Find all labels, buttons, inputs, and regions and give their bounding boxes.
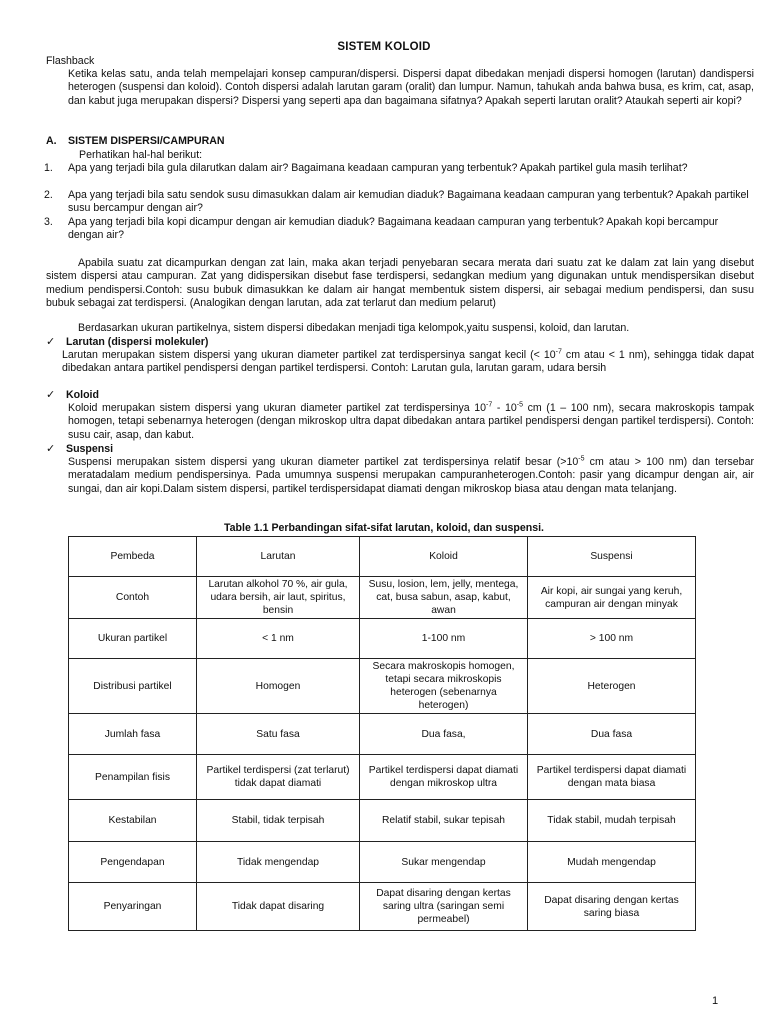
- table-cell: Dapat disaring dengan kertas saring biasa: [528, 883, 696, 931]
- table-row: [69, 800, 696, 842]
- header-cell: Koloid: [360, 537, 528, 577]
- type-label: Suspensi: [66, 443, 114, 455]
- table-cell: Tidak stabil, mudah terpisah: [528, 800, 696, 842]
- table-cell: Satu fasa: [197, 714, 360, 755]
- table-cell: Sukar mengendap: [360, 842, 528, 883]
- check-icon: ✓: [46, 443, 56, 455]
- table-cell: Homogen: [197, 659, 360, 714]
- question-number: 2.: [44, 189, 53, 201]
- dispersion-paragraph: Apabila suatu zat dicampurkan dengan zat lain, maka akan terjadi penyebaran secara merata dari suatu zat ke dalam zat lain yang disebut sistem dispersi atau campuran. Zat yang didispersikan disebut fase terdispersi, sedangkan medium yang digunakan untuk mendispersikan disebut medium pendispersi.Contoh: susu bubuk dimasukkan ke dalam air hangat membentuk sistem dispersi, air sebagai medium pendispersi, dan susu bubuk sebagai zat terdispersi. (Analogikan dengan larutan, ada zat terlarut dan medium pelarut): [46, 257, 754, 310]
- question-text: Apa yang terjadi bila satu sendok susu dimasukkan dalam air kemudian diaduk? Bagaimana keadaan campuran yang terbentuk? Apakah partikel susu bercampur dengan air?: [68, 189, 749, 215]
- question-item: [44, 189, 754, 216]
- table-row: [69, 659, 696, 714]
- table-cell: > 100 nm: [528, 619, 696, 659]
- question-item: [44, 162, 754, 175]
- table-cell: < 1 nm: [197, 619, 360, 659]
- table-cell: Susu, losion, lem, jelly, mentega, cat, busa sabun, asap, kabut, awan: [360, 577, 528, 619]
- question-text: Apa yang terjadi bila gula dilarutkan dalam air? Bagaimana keadaan campuran yang terbentuk? Apakah partikel gula masih terlihat?: [68, 162, 688, 174]
- table-cell: Pengendapan: [69, 842, 197, 883]
- table-row: [69, 842, 696, 883]
- check-icon: ✓: [46, 389, 56, 401]
- table-cell: Partikel terdispersi dapat diamati dengan mata biasa: [528, 755, 696, 800]
- table-row: [69, 714, 696, 755]
- type-label: Larutan (dispersi molekuler): [66, 336, 209, 348]
- header-cell: Pembeda: [69, 537, 197, 577]
- table-row: [69, 755, 696, 800]
- table-row: [69, 883, 696, 931]
- page-number: 1: [712, 995, 719, 1007]
- table-cell: Dapat disaring dengan kertas saring ultra (saringan semi permeabel): [360, 883, 528, 931]
- table-cell: Tidak dapat disaring: [197, 883, 360, 931]
- document-title: SISTEM KOLOID: [337, 41, 431, 53]
- question-item: [44, 216, 754, 243]
- table-cell: Relatif stabil, sukar tepisah: [360, 800, 528, 842]
- section-a-label: A.: [46, 135, 57, 147]
- table-caption: Table 1.1 Perbandingan sifat-sifat larutan, koloid, dan suspensi.: [223, 522, 545, 534]
- section-a-intro: Perhatikan hal-hal berikut:: [79, 149, 203, 161]
- table-cell: Heterogen: [528, 659, 696, 714]
- header-cell: Larutan: [197, 537, 360, 577]
- type-description: Suspensi merupakan sistem dispersi yang ukuran diameter partikel zat terdispersinya relatif besar ($>10^{-5}$ cm atau > 100 nm) dan tersebar meratadalam medium pendispersinya. Pada umumnya suspensi merupakan campuranheterogen.Contoh: pasir yang dicampur dengan air, air sungai, dan air kopi.Dalam sistem dispersi, partikel terdispersidapat diamati dengan mikroskop biasa atau dengan mata telanjang.: [68, 455, 754, 495]
- classification-paragraph: Berdasarkan ukuran partikelnya, sistem dispersi dibedakan menjadi tiga kelompok,yaitu suspensi, koloid, dan larutan.: [78, 322, 630, 334]
- question-number: 3.: [44, 216, 53, 228]
- table-cell: Dua fasa,: [360, 714, 528, 755]
- flashback-paragraph: Ketika kelas satu, anda telah mempelajari konsep campuran/dispersi. Dispersi dapat dibedakan menjadi dispersi homogen (larutan) dandispersi heterogen (suspensi dan koloid). Contoh dispersi adalah larutan garam (oralit) dan lumpur. Namun, tahukah anda bahwa busa, es krim, cat, asap, dan kabut juga merupakan dispersi? Dispersi yang seperti apa dan bagaimana sifatnya? Apakah seperti larutan oralit? Ataukah seperti air kopi?: [68, 68, 754, 107]
- table-cell: Kestabilan: [69, 800, 197, 842]
- section-a-heading: SISTEM DISPERSI/CAMPURAN: [68, 135, 225, 147]
- table-header-row: [69, 537, 696, 577]
- type-description: Larutan merupakan sistem dispersi yang ukuran diameter partikel zat terdispersinya sangat kecil (< $10^{-7}$ cm atau < 1 nm), sehingga tidak dapat dibedakan antara partikel pendispersi dengan partikel terdispersi. Contoh: Larutan gula, larutan garam, udara bersih: [62, 348, 754, 375]
- table-cell: Dua fasa: [528, 714, 696, 755]
- table-cell: Partikel terdispersi (zat terlarut) tidak dapat diamati: [197, 755, 360, 800]
- table-cell: 1-100 nm: [360, 619, 528, 659]
- type-description: Koloid merupakan sistem dispersi yang ukuran diameter partikel zat terdispersinya $10^{-7} - 10^{-5}$ cm (1 – 100 nm), secara makroskopis tampak homogen, tetapi sebenarnya heterogen (dengan mikroskop ultra dapat dibedakan antara partikel pendispersi dengan partikel terdispersi). Contoh: susu cair, asap, dan kabut.: [68, 401, 754, 441]
- table-cell: Penampilan fisis: [69, 755, 197, 800]
- question-number: 1.: [44, 162, 53, 174]
- table-cell: Jumlah fasa: [69, 714, 197, 755]
- check-icon: ✓: [46, 336, 56, 348]
- table-cell: Contoh: [69, 577, 197, 619]
- table-cell: Penyaringan: [69, 883, 197, 931]
- comparison-table: [68, 536, 696, 931]
- table-row: [69, 577, 696, 619]
- table-row: [69, 619, 696, 659]
- flashback-heading: Flashback: [46, 55, 95, 67]
- question-text: Apa yang terjadi bila kopi dicampur dengan air kemudian diaduk? Bagaimana keadaan campuran yang terbentuk? Apakah kopi bercampur dengan air?: [68, 216, 719, 242]
- table-cell: Air kopi, air sungai yang keruh, campuran air dengan minyak: [528, 577, 696, 619]
- table-cell: Mudah mengendap: [528, 842, 696, 883]
- header-cell: Suspensi: [528, 537, 696, 577]
- table-cell: Distribusi partikel: [69, 659, 197, 714]
- table-cell: Tidak mengendap: [197, 842, 360, 883]
- table-cell: Partikel terdispersi dapat diamati dengan mikroskop ultra: [360, 755, 528, 800]
- table-cell: Secara makroskopis homogen, tetapi secara mikroskopis heterogen (sebenarnya heterogen): [360, 659, 528, 714]
- type-label: Koloid: [66, 389, 99, 401]
- table-cell: Larutan alkohol 70 %, air gula, udara bersih, air laut, spiritus, bensin: [197, 577, 360, 619]
- table-cell: Ukuran partikel: [69, 619, 197, 659]
- table-cell: Stabil, tidak terpisah: [197, 800, 360, 842]
